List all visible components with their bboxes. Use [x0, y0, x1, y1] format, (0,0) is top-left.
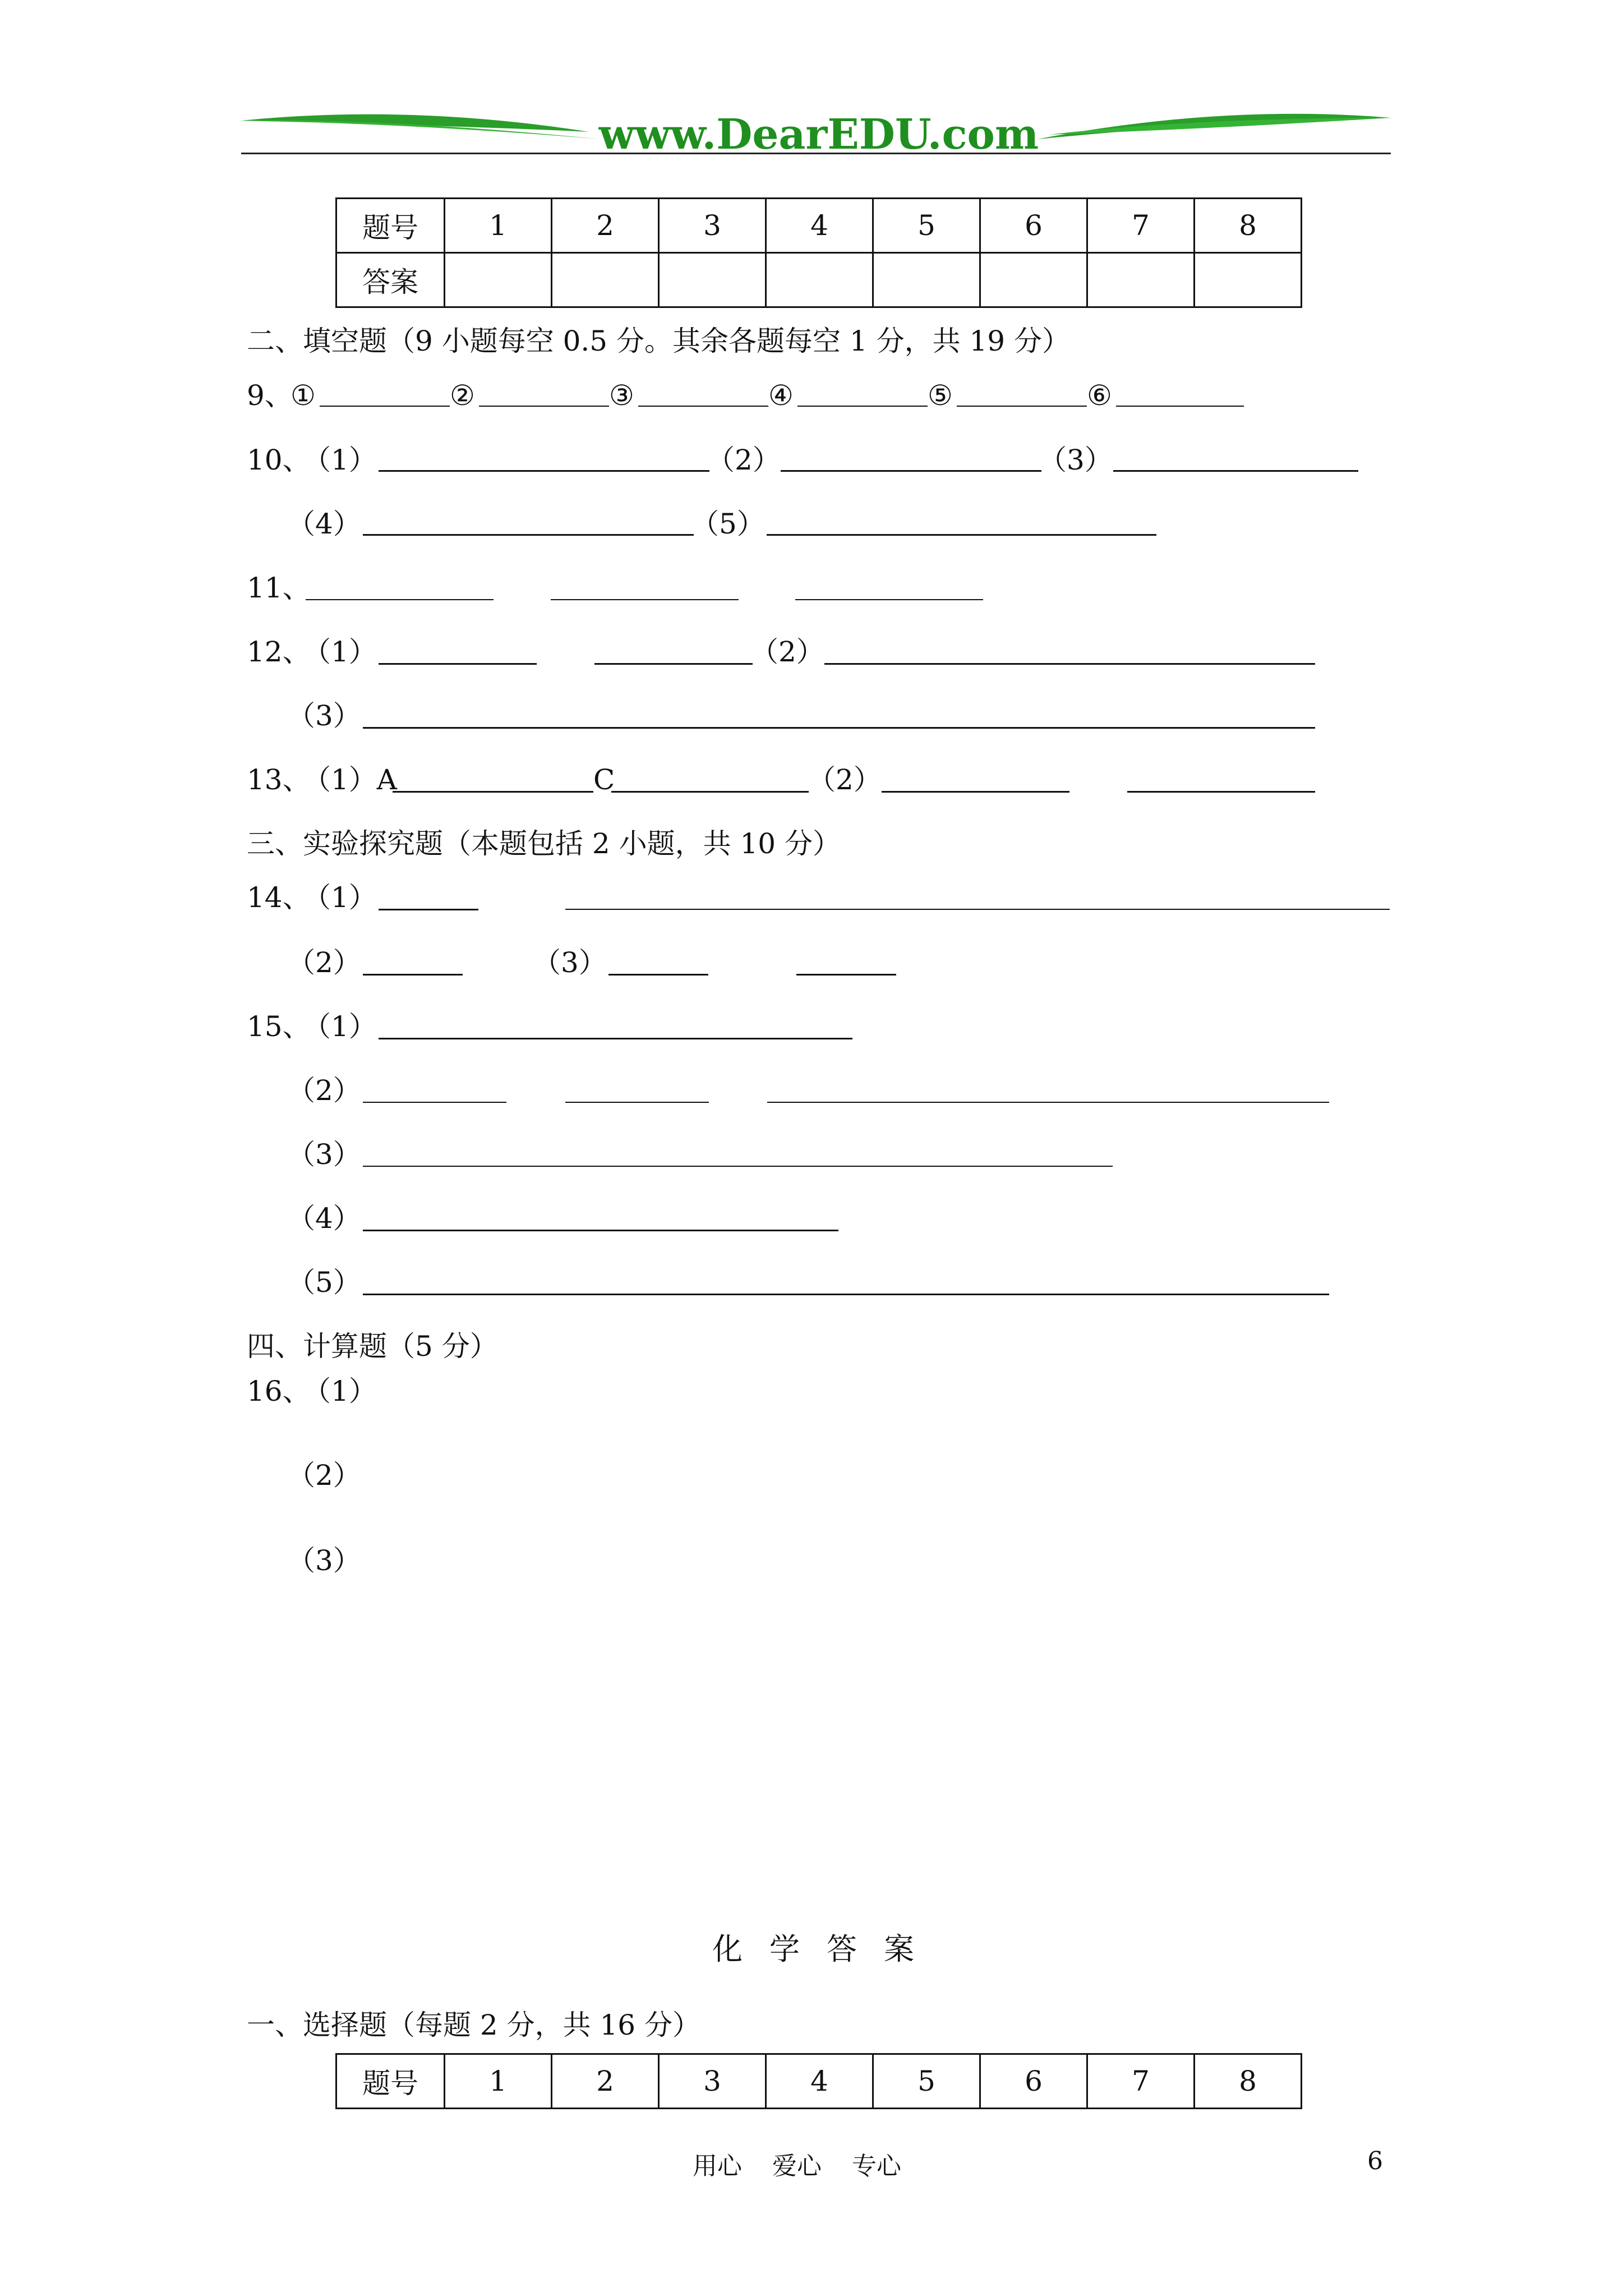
- q13-part-2: （2）: [808, 763, 882, 796]
- q12-part-2: （2）: [750, 636, 824, 668]
- q11-blank[interactable]: [551, 599, 739, 600]
- table-header-cell: 5: [873, 2054, 980, 2109]
- q10-blank-4[interactable]: [363, 534, 694, 536]
- logo-text: www.DearEDU.com: [598, 111, 1039, 157]
- q14-blank[interactable]: [608, 974, 708, 976]
- q12-part-1: （1）: [303, 636, 377, 668]
- q15-part-4: （4）: [287, 1202, 361, 1235]
- section-4-title: 四、计算题（5 分）: [247, 1330, 498, 1363]
- table-header-cell: 6: [980, 199, 1087, 253]
- section-3-title: 三、实验探究题（本题包括 2 小题，共 10 分）: [247, 827, 841, 860]
- q12-blank[interactable]: [594, 663, 753, 665]
- table-header-cell: 题号: [336, 2054, 445, 2109]
- q15-part-3: （3）: [287, 1138, 361, 1171]
- q10-part-2: （2）: [707, 444, 781, 476]
- table-header-cell: 1: [445, 199, 552, 253]
- q15-blank[interactable]: [565, 1102, 709, 1103]
- table-row: [336, 199, 1302, 253]
- q15-blank[interactable]: [379, 1038, 852, 1039]
- table-header-cell: 4: [766, 2054, 873, 2109]
- q15-blank[interactable]: [363, 1166, 1113, 1167]
- q16-part-3: （3）: [287, 1544, 361, 1577]
- q12-blank[interactable]: [824, 663, 1315, 665]
- answer-section-title: 化学答案: [712, 1931, 941, 1967]
- q15-part-2: （2）: [287, 1074, 361, 1107]
- q9-mark: ①: [291, 379, 316, 412]
- q13-blank[interactable]: [1127, 791, 1315, 793]
- answer-cell[interactable]: [445, 253, 552, 307]
- q9-blank[interactable]: [1116, 406, 1244, 407]
- q13-blank[interactable]: [882, 791, 1069, 793]
- answer-cell[interactable]: [980, 253, 1087, 307]
- q14-number: 14、: [247, 881, 311, 914]
- q13-number: 13、: [247, 763, 311, 796]
- page-number: 6: [1367, 2147, 1383, 2175]
- table-header-cell: 2: [552, 199, 659, 253]
- answer-cell[interactable]: [552, 253, 659, 307]
- q11-blank[interactable]: [306, 599, 494, 600]
- q9-blank[interactable]: [957, 406, 1087, 407]
- q9-mark: ③: [609, 379, 634, 412]
- table-header-cell: 8: [1195, 199, 1302, 253]
- q9-number: 9、: [247, 379, 293, 412]
- q10-number: 10、: [247, 444, 311, 476]
- q14-blank[interactable]: [565, 909, 1390, 910]
- table-header-cell: 3: [659, 2054, 766, 2109]
- answer-cell[interactable]: [766, 253, 873, 307]
- section-1-title: 一、选择题（每题 2 分，共 16 分）: [247, 2009, 701, 2041]
- table-header-cell: 2: [552, 2054, 659, 2109]
- q9-blank[interactable]: [797, 406, 928, 407]
- q16-part-1: （1）: [303, 1375, 377, 1407]
- section-2-title: 二、填空题（9 小题每空 0.5 分。其余各题每空 1 分，共 19 分）: [247, 325, 1071, 357]
- q15-part-5: （5）: [287, 1266, 361, 1299]
- q12-blank[interactable]: [379, 663, 537, 665]
- q9-blank[interactable]: [320, 406, 450, 407]
- header-rule: [241, 153, 1391, 154]
- table-row: [336, 2054, 1302, 2109]
- q13-blank-a[interactable]: [393, 791, 593, 793]
- q13-part-1: （1）A: [303, 763, 397, 796]
- q12-blank[interactable]: [363, 727, 1315, 729]
- q15-blank[interactable]: [363, 1230, 838, 1231]
- table-header-cell: 4: [766, 199, 873, 253]
- dearedu-logo: [241, 107, 1391, 157]
- q10-part-4: （4）: [287, 508, 361, 540]
- table-header-cell: 6: [980, 2054, 1087, 2109]
- answer-cell[interactable]: [659, 253, 766, 307]
- table-header-cell: 7: [1087, 2054, 1195, 2109]
- table-header-cell: 8: [1195, 2054, 1302, 2109]
- q10-blank-3[interactable]: [1113, 470, 1358, 472]
- q10-part-3: （3）: [1039, 444, 1113, 476]
- q10-blank-2[interactable]: [781, 470, 1041, 472]
- answer-cell[interactable]: [1087, 253, 1195, 307]
- q15-blank[interactable]: [767, 1102, 1329, 1103]
- q9-mark: ④: [768, 379, 794, 412]
- q14-blank[interactable]: [379, 909, 478, 910]
- q10-blank-5[interactable]: [767, 534, 1156, 536]
- q12-number: 12、: [247, 636, 311, 668]
- q15-part-1: （1）: [303, 1010, 377, 1043]
- q14-blank[interactable]: [796, 974, 896, 976]
- table-header-cell: 3: [659, 199, 766, 253]
- q11-number: 11、: [247, 572, 311, 604]
- answer-table-bottom: [335, 2053, 1302, 2109]
- q13-label-c: C: [593, 763, 615, 796]
- q14-blank[interactable]: [363, 974, 463, 976]
- q15-blank[interactable]: [363, 1102, 506, 1103]
- q16-part-2: （2）: [287, 1459, 361, 1492]
- answer-cell[interactable]: [873, 253, 980, 307]
- q10-part-1: （1）: [303, 444, 377, 476]
- table-header-cell: 题号: [336, 199, 445, 253]
- footer-slogan: 用心 爱心 专心: [693, 2152, 901, 2180]
- table-row: [336, 253, 1302, 307]
- table-header-cell: 5: [873, 199, 980, 253]
- q9-blank[interactable]: [479, 406, 609, 407]
- q16-number: 16、: [247, 1375, 311, 1407]
- q11-blank[interactable]: [795, 599, 983, 600]
- q14-part-1: （1）: [303, 881, 377, 914]
- q9-mark: ⑤: [928, 379, 953, 412]
- q10-part-5: （5）: [691, 508, 765, 540]
- q14-part-2: （2）: [287, 946, 361, 979]
- q15-number: 15、: [247, 1010, 311, 1043]
- q9-blank[interactable]: [638, 406, 768, 407]
- q10-blank-1[interactable]: [379, 470, 709, 472]
- q13-blank-c[interactable]: [611, 791, 809, 793]
- answer-cell[interactable]: [1195, 253, 1302, 307]
- answer-table-top: [335, 197, 1302, 308]
- table-header-cell: 1: [445, 2054, 552, 2109]
- answer-label-cell: 答案: [336, 253, 445, 307]
- q9-mark: ⑥: [1087, 379, 1112, 412]
- q9-mark: ②: [450, 379, 475, 412]
- q12-part-3: （3）: [287, 700, 361, 732]
- table-header-cell: 7: [1087, 199, 1195, 253]
- q15-blank[interactable]: [363, 1294, 1329, 1295]
- q14-part-3: （3）: [533, 946, 607, 979]
